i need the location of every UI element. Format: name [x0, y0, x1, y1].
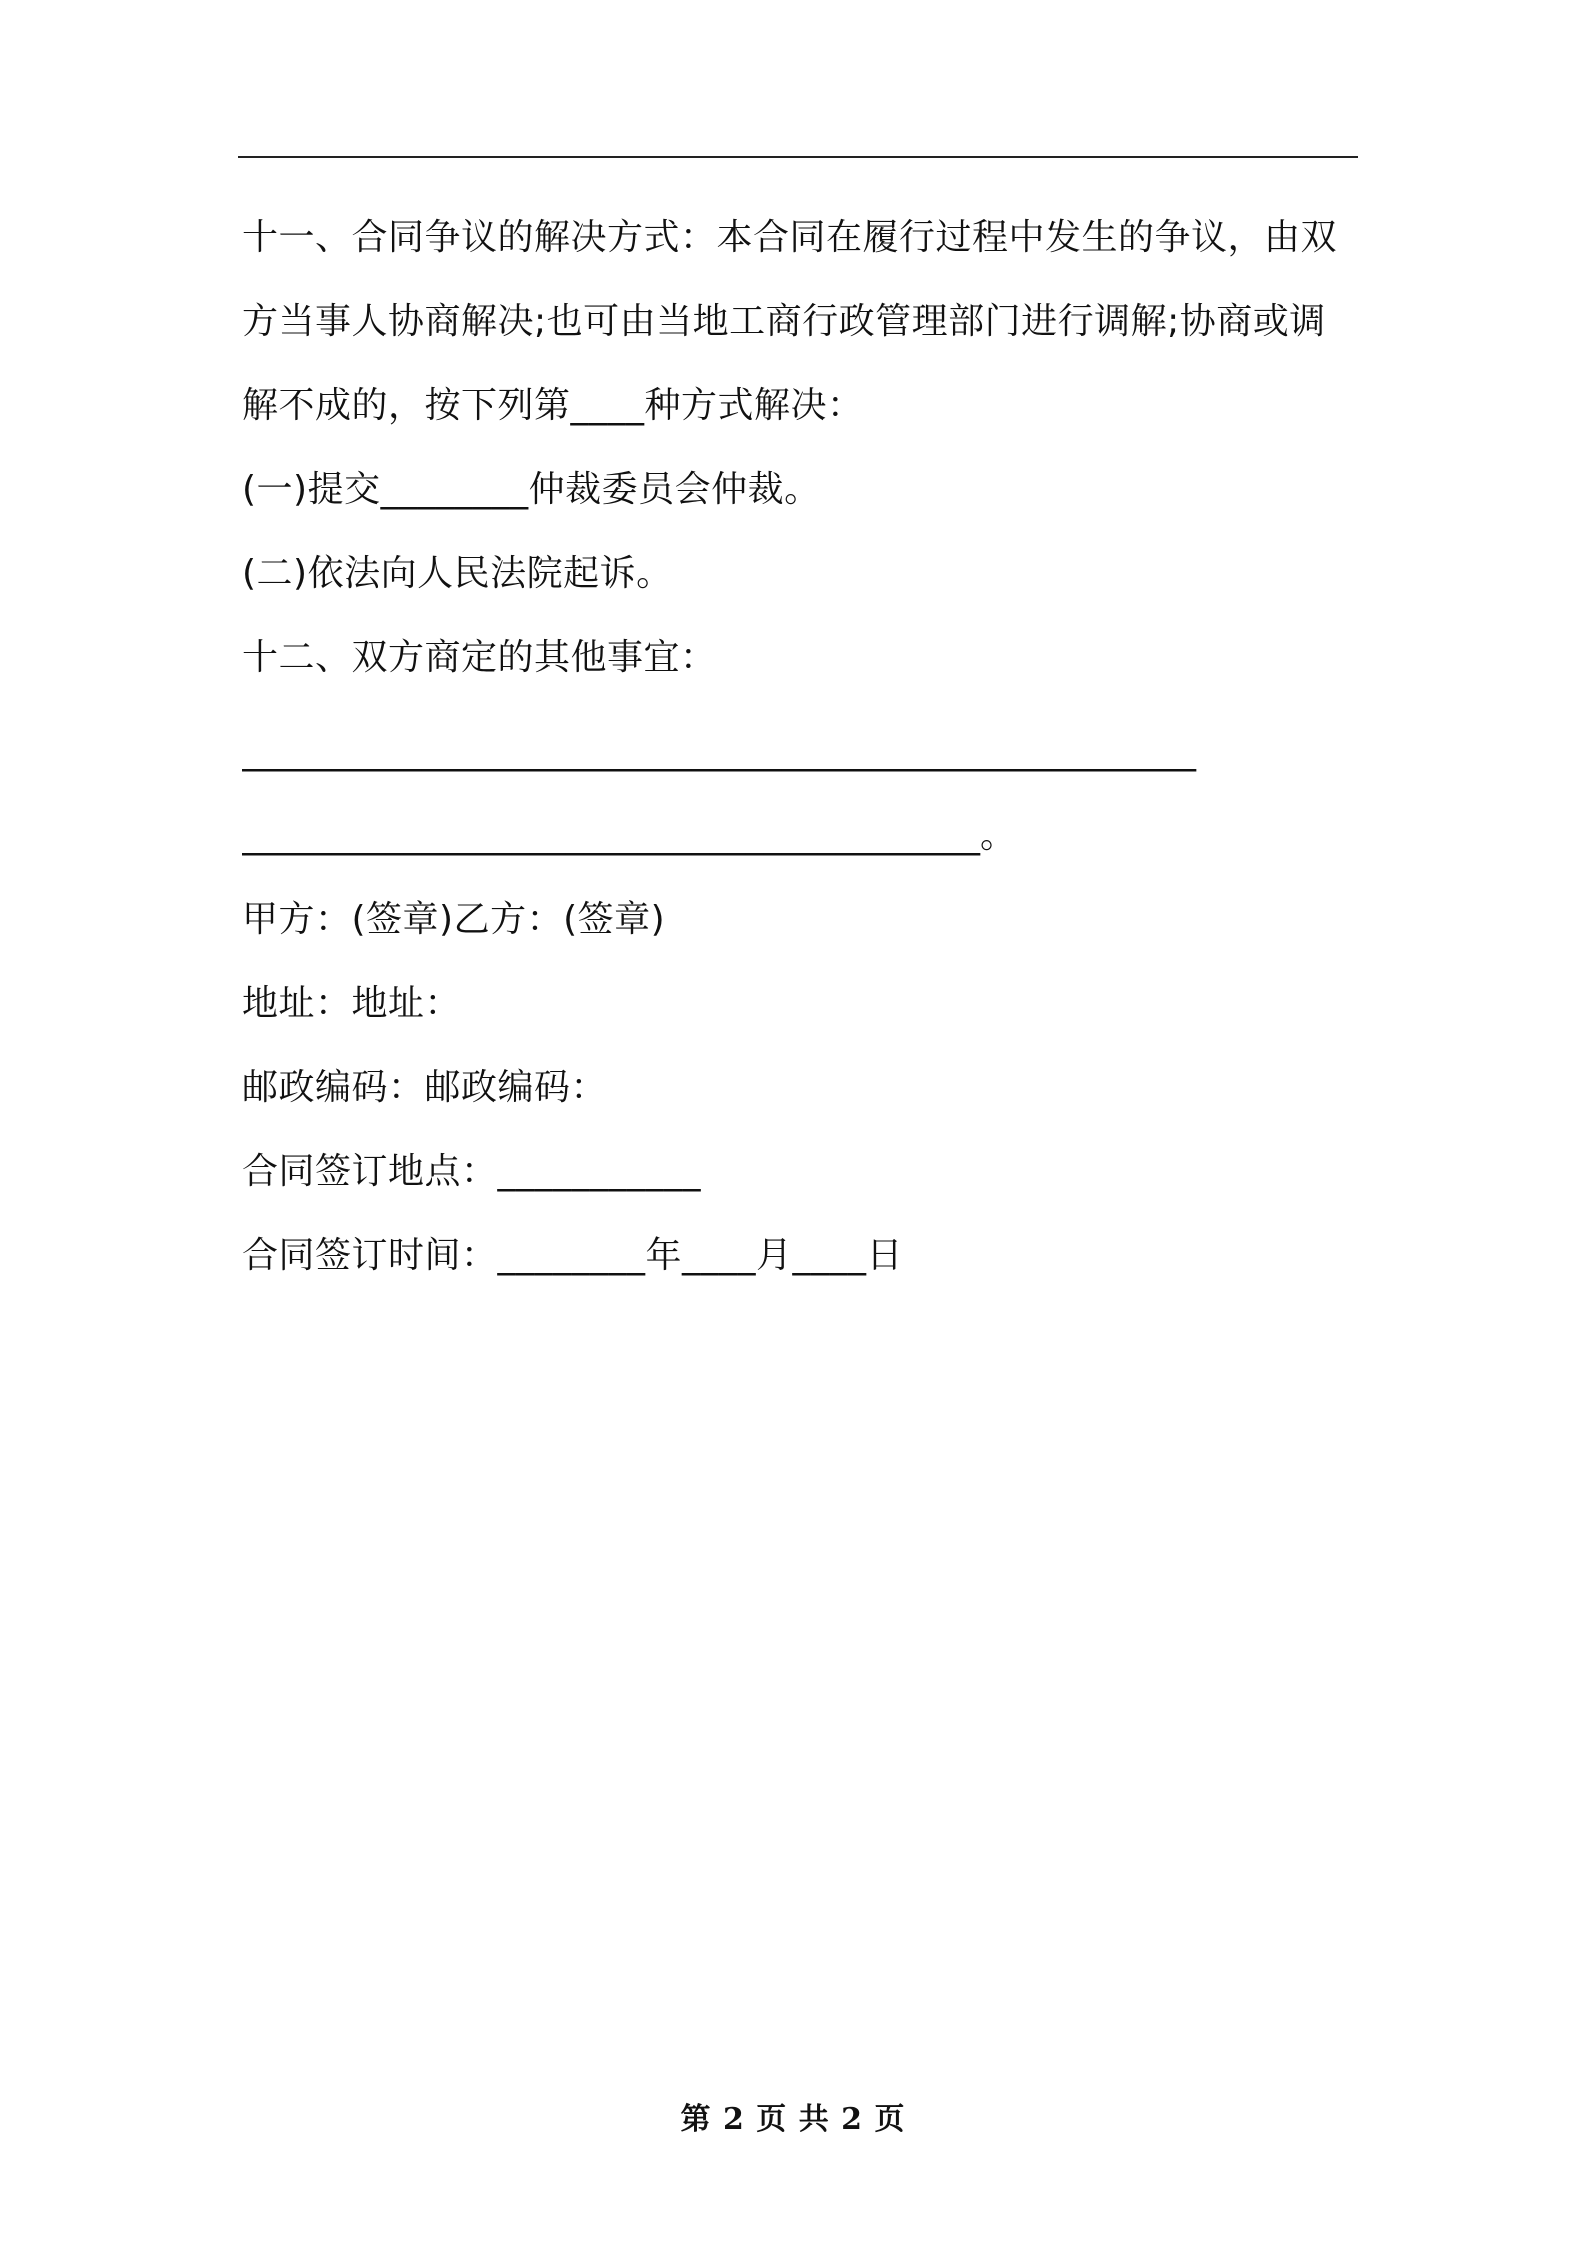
postal-code-line: 邮政编码：邮政编码： — [242, 1067, 608, 1108]
other-matters-blank-1: _____________________________________________________ — [242, 731, 1196, 772]
page-number-footer: 第 2 页 共 2 页 — [680, 2102, 906, 2137]
clause-11-line-2: 方当事人协商解决;也可由当地工商行政管理部门进行调解;协商或调 — [242, 301, 1326, 342]
document-body — [242, 196, 1358, 1298]
clause-11-option-2: (二)依法向人民法院起诉。 — [242, 553, 673, 594]
clause-11-line-1: 十一、合同争议的解决方式：本合同在履行过程中发生的争议，由双 — [242, 217, 1338, 258]
address-line: 地址：地址： — [242, 983, 462, 1024]
header-rule — [238, 156, 1358, 158]
signing-place-line: 合同签订地点：___________ — [242, 1151, 702, 1192]
other-matters-blank-2: _________________________________________。 — [242, 815, 1016, 856]
clause-11-option-1: (一)提交________仲裁委员会仲裁。 — [242, 469, 821, 510]
clause-11-line-3: 解不成的，按下列第____种方式解决： — [242, 385, 864, 426]
signing-date-line: 合同签订时间：________年____月____日 — [242, 1235, 904, 1276]
clause-12-heading: 十二、双方商定的其他事宜： — [242, 637, 717, 678]
signature-party-line: 甲方：(签章)乙方：(签章) — [242, 899, 666, 940]
